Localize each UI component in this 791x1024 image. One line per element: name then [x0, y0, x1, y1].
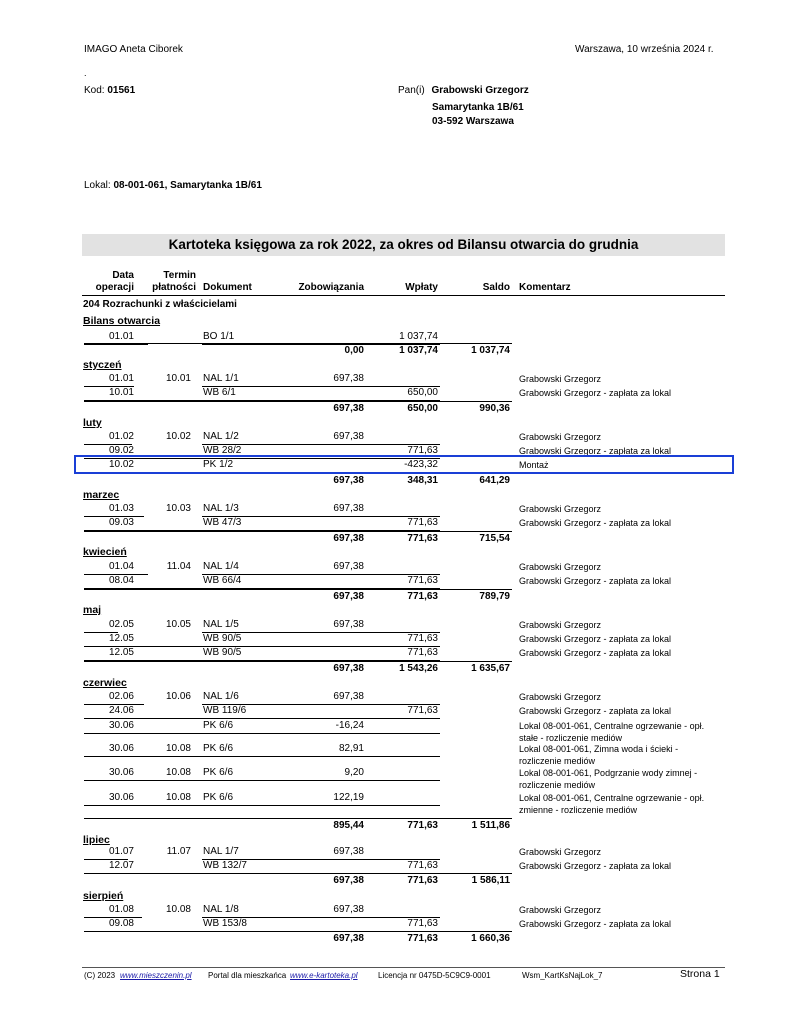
title-bar [82, 234, 725, 256]
cell-kom: Grabowski Grzegorz [519, 692, 602, 702]
sum-rule [84, 873, 512, 874]
cell-doc: NAL 1/3 [203, 503, 239, 514]
cell-kom: Grabowski Grzegorz - zapłata za lokal [519, 919, 672, 929]
page-title: Kartoteka księgowa za rok 2022, za okres od Bilansu otwarcia do grudnia [168, 237, 639, 252]
col-header-term-line1: Termin [163, 270, 196, 281]
table-row [0, 691, 791, 705]
cell-zob: 697,38 [333, 691, 364, 702]
cell-kom: Grabowski Grzegorz - zapłata za lokal [519, 634, 672, 644]
cell-kom: Grabowski Grzegorz - zapłata za lokal [519, 706, 672, 716]
sum-rule [84, 589, 512, 590]
table-row [0, 767, 791, 790]
cell-doc: NAL 1/1 [203, 373, 239, 384]
sum-row [0, 475, 791, 489]
section-title: luty [83, 417, 102, 429]
cell-zob: 697,38 [333, 431, 364, 442]
cell-wpl: 771,63 [407, 918, 438, 929]
sum-zob: 697,38 [333, 591, 364, 602]
cell-doc: WB 119/6 [203, 705, 247, 716]
sum-zob: 697,38 [333, 533, 364, 544]
cell-zob: 697,38 [333, 561, 364, 572]
recipient-street: Samarytanka 1B/61 [432, 102, 524, 113]
cell-term: 10.05 [165, 619, 191, 630]
cell-date: 01.08 [108, 904, 134, 915]
lokal-value: 08-001-061, Samarytanka 1B/61 [113, 180, 262, 191]
col-header-date-line2: operacji [95, 282, 134, 293]
table-row [0, 705, 791, 719]
cell-date: 30.06 [108, 743, 134, 754]
sum-wpl: 348,31 [407, 475, 438, 486]
sum-rule [84, 531, 512, 532]
cell-date: 09.02 [108, 445, 134, 456]
cell-date: 10.02 [108, 459, 134, 470]
cell-doc: PK 6/6 [203, 720, 234, 731]
footer-link-2[interactable]: www.e-kartoteka.pl [290, 971, 358, 980]
sum-wpl: 771,63 [407, 933, 438, 944]
sum-wpl: 650,00 [407, 403, 438, 414]
sum-wpl: 771,63 [407, 533, 438, 544]
table-row [0, 918, 791, 932]
section-title: sierpień [83, 890, 124, 902]
row-underline [202, 718, 440, 719]
col-header-date [84, 270, 134, 294]
col-header-term [140, 270, 196, 294]
table-row [0, 503, 791, 517]
cell-doc: WB 6/1 [203, 387, 236, 398]
cell-wpl: 771,63 [407, 860, 438, 871]
cell-kom: Grabowski Grzegorz [519, 620, 602, 630]
footer-link-ekartoteka[interactable] [290, 971, 358, 980]
footer-copyright: (C) 2023 [84, 971, 116, 980]
cell-kom: Grabowski Grzegorz [519, 847, 602, 857]
table-row [0, 387, 791, 401]
cell-doc: WB 90/5 [203, 647, 242, 658]
sum-sal: 1 511,86 [471, 820, 510, 831]
cell-date: 01.07 [108, 846, 134, 857]
cell-date: 02.05 [108, 619, 134, 630]
cell-date: 12.05 [108, 647, 134, 658]
sum-zob: 697,38 [333, 475, 364, 486]
cell-doc: NAL 1/5 [203, 619, 239, 630]
cell-zob: 9,20 [344, 767, 364, 778]
page-number: Strona 1 [680, 968, 720, 980]
table-row [0, 619, 791, 633]
cell-kom: Grabowski Grzegorz - zapłata za lokal [519, 388, 672, 398]
sum-wpl: 771,63 [407, 820, 438, 831]
header-rule [82, 295, 725, 296]
recipient-city: 03-592 Warszawa [432, 116, 514, 127]
sum-sal: 1 660,36 [471, 933, 510, 944]
cell-doc: NAL 1/2 [203, 431, 239, 442]
sum-rule [84, 401, 512, 402]
sum-row [0, 403, 791, 417]
recipient-name: Grabowski Grzegorz [431, 85, 529, 96]
cell-zob: 697,38 [333, 619, 364, 630]
cell-doc: WB 47/3 [203, 517, 242, 528]
cell-date: 30.06 [108, 720, 134, 731]
kod-line [84, 85, 135, 96]
cell-zob: -16,24 [335, 720, 364, 731]
cell-date: 01.02 [108, 431, 134, 442]
sum-rule [84, 343, 512, 344]
table-row [0, 720, 791, 743]
cell-date: 09.03 [108, 517, 134, 528]
sum-sal: 641,29 [479, 475, 510, 486]
cell-date: 01.01 [108, 331, 134, 342]
cell-kom: Grabowski Grzegorz [519, 374, 602, 384]
section-title: kwiecień [83, 546, 127, 558]
cell-date: 12.05 [108, 633, 134, 644]
cell-doc: WB 153/8 [203, 918, 247, 929]
table-row [0, 846, 791, 860]
sum-sal: 789,79 [479, 591, 510, 602]
company-name: IMAGO Aneta Ciborek [84, 44, 183, 55]
cell-doc: WB 66/4 [203, 575, 242, 586]
footer-link-mieszczenin[interactable] [120, 971, 192, 980]
cell-kom: Grabowski Grzegorz [519, 432, 602, 442]
cell-date: 12.07 [108, 860, 134, 871]
cell-date: 01.04 [108, 561, 134, 572]
cell-doc: PK 6/6 [203, 743, 234, 754]
cell-term: 10.03 [165, 503, 191, 514]
cell-term: 10.08 [165, 743, 191, 754]
cell-wpl: 771,63 [407, 517, 438, 528]
cell-wpl: -423,32 [404, 459, 438, 470]
cell-kom: Grabowski Grzegorz [519, 504, 602, 514]
col-header-kom: Komentarz [519, 282, 571, 293]
cell-date: 02.06 [108, 691, 134, 702]
footer-report-id: Wsm_KartKsNajLok_7 [522, 971, 603, 980]
cell-kom: Montaż [519, 460, 549, 470]
cell-term: 10.08 [165, 904, 191, 915]
col-header-term-line2: płatności [152, 282, 196, 293]
cell-doc: WB 90/5 [203, 633, 242, 644]
cell-term: 10.08 [165, 767, 191, 778]
cell-date: 09.08 [108, 918, 134, 929]
cell-kom: Grabowski Grzegorz - zapłata za lokal [519, 576, 672, 586]
row-underline [84, 780, 202, 781]
highlight-box [74, 455, 734, 474]
cell-date: 24.06 [108, 705, 134, 716]
sum-rule [84, 931, 512, 932]
cell-term: 10.01 [165, 373, 191, 384]
table-row [0, 647, 791, 661]
table-row [0, 575, 791, 589]
cell-doc: NAL 1/8 [203, 904, 239, 915]
sum-row [0, 533, 791, 547]
kod-label: Kod: [84, 85, 105, 96]
sum-wpl: 1 543,26 [399, 663, 438, 674]
col-header-zob: Zobowiązania [298, 282, 364, 293]
cell-doc: WB 28/2 [203, 445, 242, 456]
cell-date: 08.04 [108, 575, 134, 586]
dot-mark: . [84, 68, 87, 78]
sum-row [0, 933, 791, 947]
col-header-date-line1: Data [112, 270, 134, 281]
row-underline [84, 756, 202, 757]
section-title: lipiec [83, 834, 110, 846]
lokal-line [84, 180, 262, 191]
sum-row [0, 345, 791, 359]
cell-doc: NAL 1/7 [203, 846, 239, 857]
table-row [0, 517, 791, 531]
cell-wpl: 771,63 [407, 647, 438, 658]
recipient-label: Pan(i) [398, 85, 425, 96]
cell-kom2: rozliczenie mediów [519, 780, 596, 790]
table-row [0, 743, 791, 766]
cell-zob: 697,38 [333, 904, 364, 915]
table-row [0, 431, 791, 445]
cell-term: 10.06 [165, 691, 191, 702]
row-underline [84, 718, 202, 719]
cell-date: 30.06 [108, 767, 134, 778]
cell-kom2: zmienne - rozliczenie mediów [519, 805, 638, 815]
sum-zob: 697,38 [333, 933, 364, 944]
row-underline [202, 756, 440, 757]
cell-zob: 122,19 [333, 792, 364, 803]
cell-kom: Grabowski Grzegorz - zapłata za lokal [519, 861, 672, 871]
cell-zob: 697,38 [333, 503, 364, 514]
footer-portal: Portal dla mieszkańca [208, 971, 287, 980]
cell-wpl: 771,63 [407, 633, 438, 644]
cell-zob: 697,38 [333, 373, 364, 384]
row-underline [202, 733, 440, 734]
table-row [0, 633, 791, 647]
table-row [0, 561, 791, 575]
footer-rule [82, 967, 725, 968]
cell-kom: Grabowski Grzegorz - zapłata za lokal [519, 518, 672, 528]
cell-term: 10.02 [165, 431, 191, 442]
cell-kom2: stałe - rozliczenie mediów [519, 733, 623, 743]
sum-rule [84, 818, 512, 819]
sum-zob: 697,38 [333, 663, 364, 674]
row-underline [202, 780, 440, 781]
row-underline [84, 733, 202, 734]
sum-sal: 715,54 [479, 533, 510, 544]
cell-term: 11.04 [166, 561, 191, 572]
account-title: 204 Rozrachunki z właścicielami [83, 299, 237, 310]
sum-row [0, 591, 791, 605]
sum-zob: 895,44 [333, 820, 364, 831]
cell-wpl: 1 037,74 [399, 331, 438, 342]
table-row [0, 860, 791, 874]
section-title: maj [83, 604, 102, 616]
kod-value: 01561 [107, 85, 136, 96]
sum-rule [84, 661, 512, 662]
sum-zob: 0,00 [344, 345, 364, 356]
col-header-wpl: Wpłaty [405, 282, 438, 293]
cell-doc: NAL 1/6 [203, 691, 239, 702]
section-title: styczeń [83, 359, 122, 371]
row-underline [84, 805, 202, 806]
cell-wpl: 771,63 [407, 575, 438, 586]
cell-doc: PK 6/6 [203, 792, 234, 803]
footer-licence: Licencja nr 0475D-5C9C9-0001 [378, 971, 491, 980]
sum-wpl: 1 037,74 [399, 345, 438, 356]
cell-kom: Lokal 08-001-061, Centralne ogrzewanie - opł. [519, 721, 705, 731]
table-row [0, 904, 791, 918]
cell-term: 11.07 [166, 846, 191, 857]
recipient-line [398, 85, 529, 96]
section-title: marzec [83, 489, 120, 501]
cell-doc: WB 132/7 [203, 860, 247, 871]
cell-zob: 697,38 [333, 846, 364, 857]
cell-wpl: 771,63 [407, 705, 438, 716]
cell-kom: Lokal 08-001-061, Zimna woda i ścieki - [519, 744, 679, 754]
cell-kom: Grabowski Grzegorz [519, 562, 602, 572]
cell-date: 30.06 [108, 792, 134, 803]
sum-sal: 1 586,11 [471, 875, 510, 886]
table-row [0, 373, 791, 387]
section-title: czerwiec [83, 677, 127, 689]
row-underline [202, 805, 440, 806]
footer-link-1[interactable]: www.mieszczenin.pl [120, 971, 192, 980]
sum-zob: 697,38 [333, 403, 364, 414]
sum-wpl: 771,63 [407, 875, 438, 886]
col-header-sal: Saldo [482, 282, 510, 293]
sum-wpl: 771,63 [407, 591, 438, 602]
cell-date: 10.01 [108, 387, 134, 398]
sum-sal: 1 635,67 [471, 663, 510, 674]
sum-sal: 990,36 [479, 403, 510, 414]
sum-row [0, 820, 791, 834]
cell-kom: Lokal 08-001-061, Podgrzanie wody zimnej - [519, 768, 698, 778]
cell-kom: Grabowski Grzegorz - zapłata za lokal [519, 648, 672, 658]
sum-row [0, 875, 791, 889]
section-title: Bilans otwarcia [83, 315, 161, 327]
col-header-doc: Dokument [203, 282, 252, 293]
lokal-label: Lokal: [84, 180, 111, 191]
cell-kom2: rozliczenie mediów [519, 756, 596, 766]
cell-wpl: 771,63 [407, 445, 438, 456]
table-row [0, 792, 791, 815]
cell-zob: 82,91 [338, 743, 364, 754]
cell-kom: Lokal 08-001-061, Centralne ogrzewanie - opł. [519, 793, 705, 803]
sum-sal: 1 037,74 [471, 345, 510, 356]
cell-doc: BO 1/1 [203, 331, 235, 342]
cell-doc: NAL 1/4 [203, 561, 239, 572]
cell-doc: PK 6/6 [203, 767, 234, 778]
cell-kom: Grabowski Grzegorz - zapłata za lokal [519, 446, 672, 456]
cell-date: 01.03 [108, 503, 134, 514]
sum-row [0, 663, 791, 677]
sum-zob: 697,38 [333, 875, 364, 886]
cell-kom: Grabowski Grzegorz [519, 905, 602, 915]
cell-doc: PK 1/2 [203, 459, 234, 470]
cell-date: 01.01 [108, 373, 134, 384]
cell-term: 10.08 [165, 792, 191, 803]
place-date: Warszawa, 10 września 2024 r. [575, 44, 714, 55]
cell-wpl: 650,00 [407, 387, 438, 398]
